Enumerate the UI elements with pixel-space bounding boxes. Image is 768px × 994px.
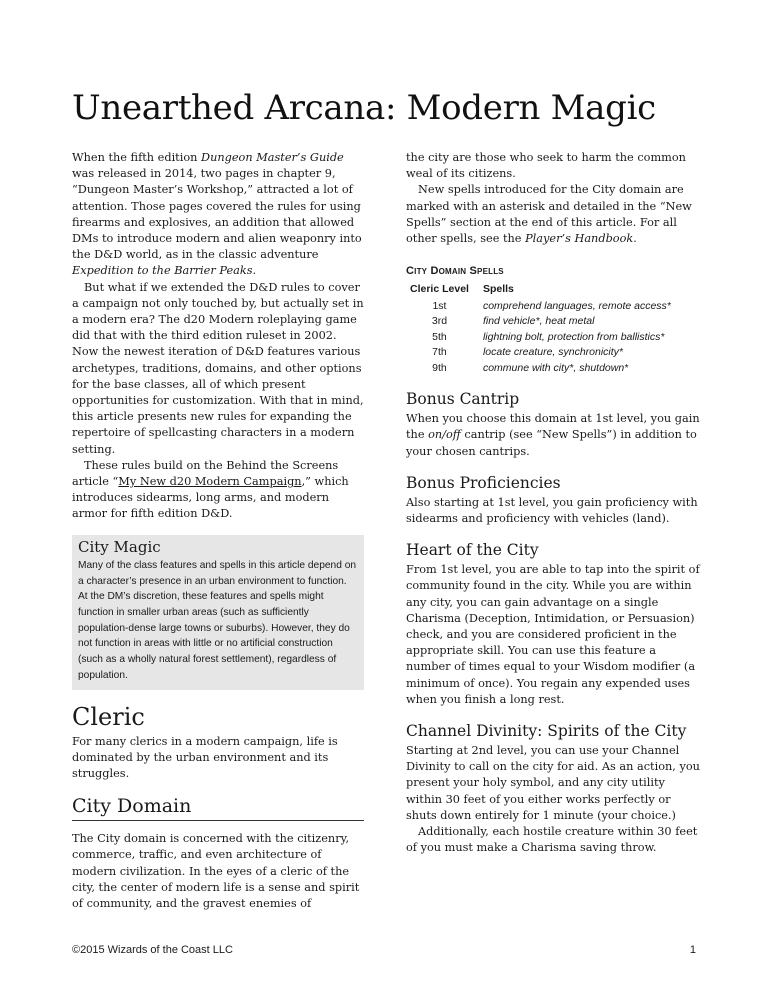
bonus-cantrip-text: When you choose this domain at 1st level, you gain the on/off cantrip (see “New Spells”) in addition to your chosen cantrips. (406, 412, 700, 458)
heart-of-city-heading: Heart of the City (406, 541, 539, 560)
sidebar-title: City Magic (78, 537, 161, 556)
bonus-proficiencies-text: Also starting at 1st level, you gain proficiency with sidearms and proficiency with vehicles (land). (406, 495, 698, 525)
city-domain-text: The City domain is concerned with the citizenry, commerce, traffic, and even architecture of modern civilization. In the eyes of a cleric of the city, the center of modern life is a sense and spirit of community, and the gravest enemies of (72, 832, 360, 910)
bonus-cantrip-heading: Bonus Cantrip (406, 390, 520, 409)
channel-divinity-text-1: Starting at 2nd level, you can use your Channel Divinity to call on the city for aid. As an action, you present your holy symbol, and any city utility within 30 feet of you either works perfectly or shuts down entirely for 1 minute (your choice.) (406, 743, 700, 822)
copyright-notice: ©2015 Wizards of the Coast LLC (72, 944, 233, 956)
intro-paragraph-3: These rules build on the Behind the Screens article “My New d20 Modern Campaign,” which introduces sidearms, long arms, and modern armor for fifth edition D&D. (72, 458, 349, 521)
city-magic-sidebar (72, 535, 364, 690)
city-domain-spells-table (410, 281, 683, 376)
page-title: Unearthed Arcana: Modern Magic (72, 88, 656, 128)
cleric-heading: Cleric (72, 702, 145, 731)
cleric-text: For many clerics in a modern campaign, life is dominated by the urban environment and its struggles. (72, 734, 338, 780)
table-row: 5th lightning bolt, protection from ballistics* (432, 330, 665, 343)
page-number: 1 (689, 944, 696, 956)
table-row: 7th locate creature, synchronicity* (432, 346, 624, 359)
page-footer (72, 944, 696, 956)
new-spells-note: New spells introduced for the City domain are marked with an asterisk and detailed in the “New Spells” section at the end of this article. For all other spells, see the Player’s Handbook. (406, 183, 692, 246)
heart-of-city-text: From 1st level, you are able to tap into the spirit of community found in the city. While you are within any city, you can gain advantage on a single Charisma (Deception, Intimidation, or Persuasion) check, and you are considered proficient in the appropriate skill. You can use this feature a number of times equal to your Wisdom modifier (a minimum of once). You regain any expended uses when you finish a long rest. (406, 563, 700, 706)
table-row: 9th commune with city*, shutdown* (432, 361, 629, 374)
campaign-article-link[interactable]: My New d20 Modern Campaign (118, 475, 302, 489)
intro-paragraph-2: But what if we extended the D&D rules to cover a campaign not only touched by, but actually set in a modern era? The d20 Modern roleplaying game did that with the third edition ruleset in 2002. Now the newest iteration of D&D features various archetypes, traditions, domains, and other options for the base classes, all of which present opportunities for customization. With that in mind, this article presents new rules for expanding the repertoire of spellcasting characters in a modern setting. (72, 280, 364, 456)
right-column (406, 150, 702, 856)
column-header-level: Cleric Level (410, 283, 469, 296)
sidebar-text: Many of the class features and spells in this article depend on a character’s presence in an urban environment to function. At the DM’s discretion, these features and spells might function in smaller urban areas (such as sufficiently population-dense large towns or suburbs). However, they do not function in areas with little or no artificial construction (such as a wholly natural forest settlement), regardless of population. (78, 559, 357, 681)
book-title-dmg: Dungeon Master’s Guide (201, 151, 344, 164)
table-row: 3rd find vehicle*, heat metal (431, 315, 595, 328)
book-title-phb: Player’s Handbook (525, 232, 634, 246)
intro-paragraph-1: When the fifth edition Dungeon Master’s Guide was released in 2014, two pages in chapter 9, “Dungeon Master’s Workshop,” attracted a lot of attention. Those pages covered the rules for using firearms and explosives, an addition that allowed DMs to introduce modern and alien weaponry into the D&D world, as in the classic adventure Expedition to the Barrier Peaks. (72, 151, 362, 278)
channel-divinity-text-2: Additionally, each hostile creature within 30 feet of you must make a Charisma saving throw. (406, 824, 698, 855)
adventure-title: Expedition to the Barrier Peaks (72, 264, 253, 278)
city-domain-continued: the city are those who seek to harm the common weal of its citizens. (406, 151, 686, 181)
table-row: 1st comprehend languages, remote access* (432, 299, 671, 312)
left-column (72, 150, 364, 912)
channel-divinity-heading: Channel Divinity: Spirits of the City (406, 721, 687, 740)
city-domain-heading: City Domain (72, 794, 364, 821)
column-header-spells: Spells (482, 283, 514, 296)
bonus-proficiencies-heading: Bonus Proficiencies (406, 473, 561, 492)
spell-table-title: City Domain Spells (406, 265, 504, 278)
